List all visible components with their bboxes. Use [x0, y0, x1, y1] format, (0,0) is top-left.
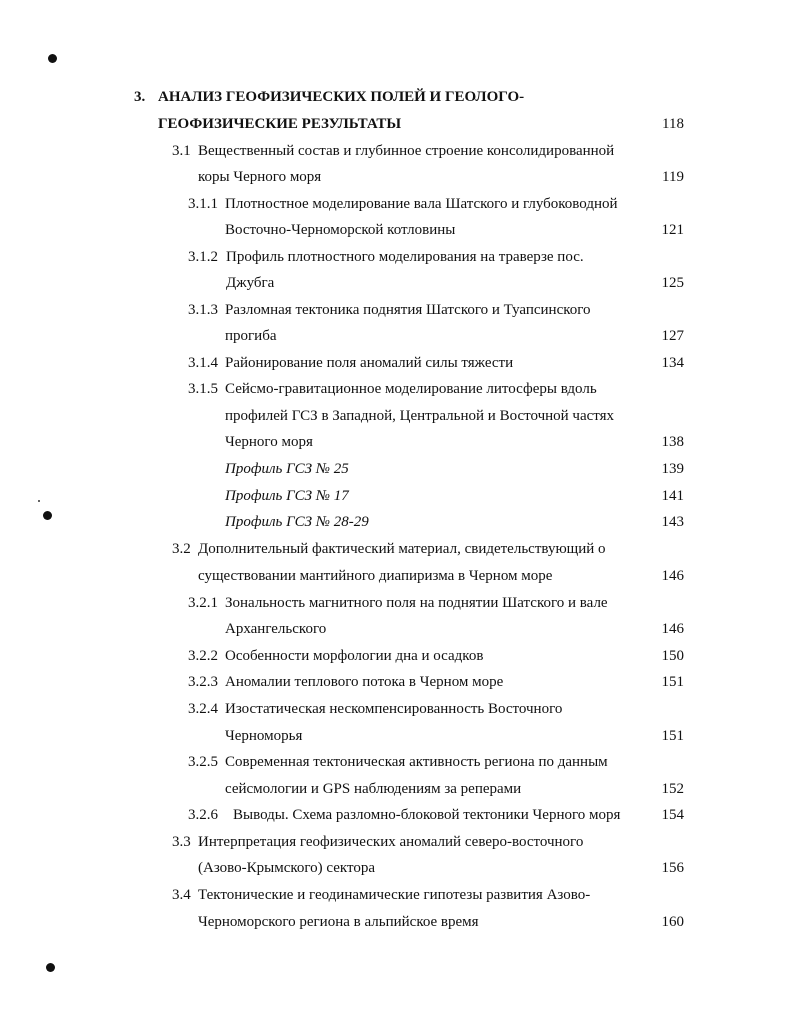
toc-number: 3.3: [172, 834, 191, 850]
toc-entry-line: Разломная тектоника поднятия Шатского и Туапсинского: [225, 302, 591, 318]
toc-number: 3.1.5: [188, 381, 218, 397]
toc-entry-line: Дополнительный фактический материал, свидетельствующий о: [198, 541, 606, 557]
toc-page: 134: [661, 355, 684, 371]
toc-entry-line: Выводы. Схема разломно-блоковой тектоники Черного моря: [233, 807, 621, 823]
toc-entry-line: Восточно-Черноморской котловины: [225, 222, 456, 238]
toc-entry-line: Изостатическая нескомпенсированность Восточного: [225, 701, 563, 717]
margin-punch-dot-middle: [43, 511, 52, 520]
chapter-number: 3.: [134, 89, 146, 105]
toc-number: 3.2.1: [188, 595, 218, 611]
toc-page: 146: [661, 621, 684, 637]
toc-profile-entry: Профиль ГСЗ № 28-29: [225, 514, 369, 530]
toc-number: 3.2.3: [188, 674, 218, 690]
toc-entry-line: Современная тектоническая активность региона по данным: [225, 754, 608, 770]
chapter-page: 118: [662, 116, 684, 132]
toc-number: 3.2.5: [188, 754, 218, 770]
toc-entry-line: Аномалии теплового потока в Черном море: [225, 674, 504, 690]
toc-number: 3.1.1: [188, 196, 218, 212]
toc-page: 151: [661, 728, 684, 744]
toc-page: 160: [661, 914, 684, 930]
toc-page: 156: [661, 860, 684, 876]
toc-number: 3.1.4: [188, 355, 218, 371]
toc-page: 139: [661, 461, 684, 477]
toc-entry-line: Зональность магнитного поля на поднятии Шатского и вале: [225, 595, 608, 611]
toc-profile-entry: Профиль ГСЗ № 25: [225, 461, 349, 477]
toc-entry-line: Профиль плотностного моделирования на траверзе пос.: [226, 249, 584, 265]
toc-page: 141: [661, 488, 684, 504]
toc-entry-line: Архангельского: [225, 621, 327, 637]
toc-page: 127: [661, 328, 684, 344]
toc-number: 3.2.4: [188, 701, 218, 717]
toc-entry-line: коры Черного моря: [198, 169, 322, 185]
margin-punch-dot-top: [48, 54, 57, 63]
toc-page: 146: [661, 568, 684, 584]
toc-entry-line: существовании мантийного диапиризма в Черном море: [198, 568, 553, 584]
toc-entry-line: Вещественный состав и глубинное строение консолидированной: [198, 143, 615, 159]
toc-profile-entry: Профиль ГСЗ № 17: [225, 488, 349, 504]
toc-number: 3.1.2: [188, 249, 218, 265]
toc-number: 3.4: [172, 887, 191, 903]
toc-number: 3.2: [172, 541, 191, 557]
toc-page: 150: [661, 648, 684, 664]
toc-entry-line: (Азово-Крымского) сектора: [198, 860, 376, 876]
toc-page: 121: [661, 222, 684, 238]
toc-page: 119: [662, 169, 684, 185]
toc-page: 125: [661, 275, 684, 291]
toc-page: 143: [661, 514, 684, 530]
toc-entry-line: Районирование поля аномалий силы тяжести: [225, 355, 514, 371]
toc-number: 3.2.6: [188, 807, 218, 823]
toc-entry-line: Интерпретация геофизических аномалий северо-восточного: [198, 834, 584, 850]
toc-entry-line: сейсмологии и GPS наблюдениям за реперами: [225, 781, 522, 797]
chapter-title-line2: ГЕОФИЗИЧЕСКИЕ РЕЗУЛЬТАТЫ: [158, 116, 402, 132]
toc-entry-line: Черноморья: [225, 728, 303, 744]
margin-punch-dot-bottom: [46, 963, 55, 972]
toc-entry-line: прогиба: [225, 328, 277, 344]
toc-entry-line: Плотностное моделирование вала Шатского и глубоководной: [225, 196, 618, 212]
chapter-title-line1: АНАЛИЗ ГЕОФИЗИЧЕСКИХ ПОЛЕЙ И ГЕОЛОГО-: [158, 89, 525, 105]
toc-entry-line: профилей ГСЗ в Западной, Центральной и Восточной частях: [225, 408, 615, 424]
toc-page: 138: [661, 434, 684, 450]
margin-speck: [38, 500, 40, 502]
toc-entry-line: Особенности морфологии дна и осадков: [225, 648, 484, 664]
toc-entry-line: Сейсмо-гравитационное моделирование литосферы вдоль: [225, 381, 597, 397]
toc-entry-line: Джубга: [226, 275, 275, 291]
toc-entry-line: Черноморского региона в альпийское время: [198, 914, 479, 930]
toc-page: 152: [661, 781, 684, 797]
toc-number: 3.2.2: [188, 648, 218, 664]
toc-entry-line: Черного моря: [225, 434, 313, 450]
toc-number: 3.1.3: [188, 302, 218, 318]
toc-number: 3.1: [172, 143, 191, 159]
toc-page: 154: [661, 807, 684, 823]
toc-page: 151: [661, 674, 684, 690]
toc-entry-line: Тектонические и геодинамические гипотезы развития Азово-: [198, 887, 591, 903]
